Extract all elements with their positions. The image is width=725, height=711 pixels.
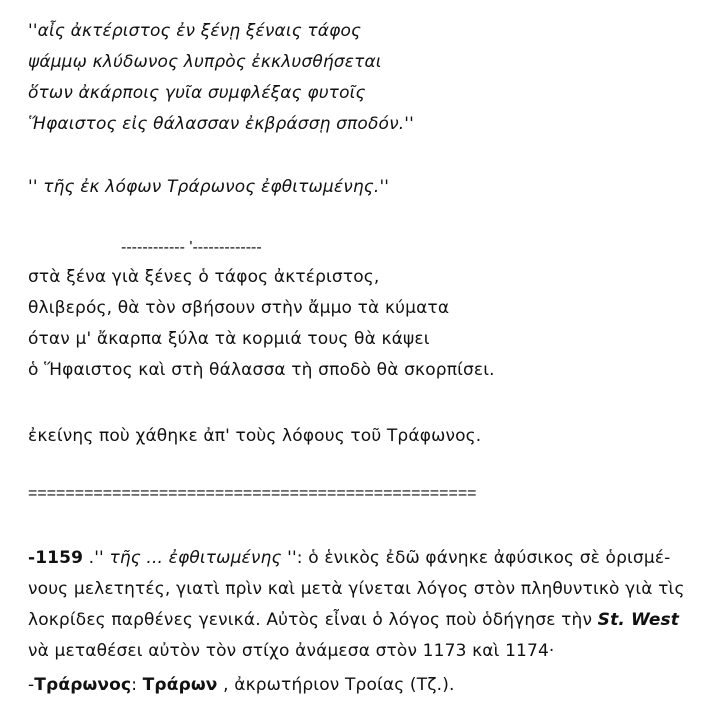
- short-divider: ------------ '-------------: [121, 239, 262, 256]
- modern-verse-line-4: ὁ Ἥφαιστος καὶ στὴ θάλασσα τὴ σποδὸ θὰ σκορπίσει.: [28, 360, 495, 380]
- modern-verse-extra: ἐκείνης ποὺ χάθηκε ἀπ' τοὺς λόφους τοῦ Τράφωνος.: [28, 426, 482, 446]
- ancient-verse-line-2: ψάμμῳ κλύδωνος λυπρὸς ἐκκλυσθήσεται: [28, 52, 382, 72]
- note-line-4: νὰ μεταθέσει αὐτὸν τὸν στίχο ἀνάμεσα στὸν 1173 καὶ 1174·: [28, 641, 555, 661]
- note-lemma-prefix: .'': [83, 548, 110, 568]
- gloss-dash: -: [28, 675, 35, 695]
- note-line-3: [28, 609, 679, 631]
- note-line-3-text: λοκρίδες παρθένες γενικά. Αὐτὸς εἶναι ὁ λόγος ποὺ ὁδήγησε τὴν: [28, 610, 598, 630]
- gloss-term: Τράρωνος: [34, 675, 132, 695]
- gloss-colon: :: [131, 675, 143, 695]
- gloss-term-2: Τράρων: [142, 675, 218, 695]
- note-line-2: νους μελετητές, γιατὶ πρὶν καὶ μετὰ γίνεται λόγος στὸν πληθυντικὸ γιὰ τὶς: [28, 579, 685, 599]
- modern-verse-line-1: στὰ ξένα γιὰ ξένες ὁ τάφος ἀκτέριστος,: [28, 267, 380, 287]
- note-text-1: '': ὁ ἑνικὸς ἐδῶ φάνηκε ἀφύσικος σὲ ὁρισμέ-: [281, 548, 671, 568]
- ancient-verse-line-4: Ἥφαιστος εἰς θάλασσαν ἐκβράσσῃ σποδόν.'': [28, 114, 414, 134]
- modern-verse-line-3: όταν μ' ἄκαρπα ξύλα τὰ κορμιά τους θὰ κάψει: [28, 329, 430, 349]
- gloss-text: , ἀκρωτήριον Τροίας (Τζ.).: [217, 675, 455, 695]
- gloss-line: [28, 674, 455, 696]
- note-lemma: τῆς ... ἐφθιτωμένης: [109, 548, 282, 568]
- note-author-name: St. West: [597, 610, 680, 630]
- ancient-verse-line-3: ὅτων ἀκάρποις γυῖα συμφλέξας φυτοῖς: [28, 83, 366, 103]
- note-line-number: -1159: [28, 548, 84, 568]
- ancient-verse-line-1: ''αἶς ἀκτέριστος ἐν ξένῃ ξέναις τάφος: [28, 21, 362, 41]
- note-line-1: [28, 547, 670, 569]
- long-divider: ================================================: [28, 485, 477, 502]
- modern-verse-line-2: θλιβερός, θὰ τὸν σβήσουν στὴν ἄμμο τὰ κύματα: [28, 298, 450, 318]
- ancient-verse-extra: '' τῆς ἐκ λόφων Τράρωνος ἐφθιτωμένης.'': [28, 177, 390, 197]
